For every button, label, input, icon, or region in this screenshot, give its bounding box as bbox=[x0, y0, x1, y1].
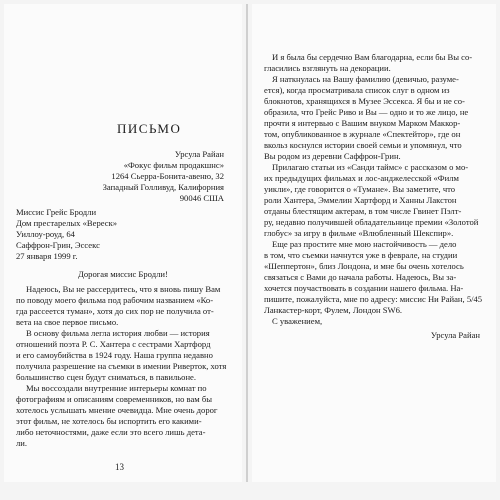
closing-line: С уважением, bbox=[272, 316, 323, 326]
body-line: «Шеппертон», близ Лондона, и мне бы очень хотелось bbox=[264, 261, 464, 271]
letter-title: ПИСЬМО bbox=[117, 121, 182, 136]
body-line: отданы блестящим актерам, в том числе Гвинет Пэлт- bbox=[264, 206, 462, 216]
recipient-line: Дом престарелых «Вереск» bbox=[16, 218, 118, 228]
body-line: гласились взглянуть на декорации. bbox=[264, 63, 391, 73]
body-line: отношений поэта Р. С. Хантера с сестрами Хартфорд bbox=[16, 339, 211, 349]
recipient-line: 27 января 1999 г. bbox=[16, 251, 78, 261]
body-line: ли. bbox=[16, 438, 28, 448]
recipient-line: Миссис Грейс Бродли bbox=[16, 207, 97, 217]
sender-line: Урсула Райан bbox=[174, 149, 224, 159]
body-line: блокнотов, хранящихся в Музее Эссекса. Я бы и не со- bbox=[264, 96, 465, 106]
body-line: в том, что съемки начнутся уже в феврале, на студии bbox=[264, 250, 458, 260]
body-line: Ланкастер-корт, Фулем, Лондон SW6. bbox=[264, 305, 403, 315]
body-line: Надеюсь, Вы не рассердитесь, что я вновь пишу Вам bbox=[26, 284, 221, 294]
sender-line: 90046 США bbox=[179, 193, 224, 203]
right-page bbox=[252, 4, 496, 482]
body-line: вета на свое первое письмо. bbox=[16, 317, 119, 327]
body-line: получила разрешение на съемки в имении Риверток, хотя bbox=[16, 361, 227, 371]
recipient-line: Уиллоу-роуд, 64 bbox=[16, 229, 75, 239]
sender-line: Западный Голливуд, Калифорния bbox=[102, 182, 224, 192]
body-line: В основу фильма легла история любви — история bbox=[26, 328, 210, 338]
body-line: И я была бы сердечно Вам благодарна, если бы Вы со- bbox=[272, 52, 473, 62]
body-line: вкольз коснулся истории своей семьи и упомянул, что bbox=[264, 140, 462, 150]
body-line: и его самоубийства в 1924 году. Наша группа недавно bbox=[16, 350, 213, 360]
body-line: прочти я интервью с Вашим внуком Марком Маккор- bbox=[264, 118, 461, 128]
body-line: по поводу моего фильма под рабочим названием «Ко- bbox=[16, 295, 214, 305]
body-line: глобус» за игру в фильме «Влюбленный Шекспир». bbox=[264, 228, 454, 238]
body-line: гда рассеется туман», хотя до сих пор не получила от- bbox=[16, 306, 214, 316]
body-line: роли Хантера, Эммелин Хартфорд и Ханны Лакстон bbox=[264, 195, 457, 205]
body-line: образила, что Грейс Риво и Вы — одно и то же лицо, не bbox=[264, 107, 469, 117]
body-line: ется), когда просматривала список слуг в одном из bbox=[264, 85, 450, 95]
book-spine bbox=[246, 4, 248, 482]
body-line: их предыдущих фильмах и лос-анджелесской «Филм bbox=[264, 173, 459, 183]
body-line: Вы родом из деревни Саффрон-Грин. bbox=[264, 151, 401, 161]
page-number: 13 bbox=[115, 462, 124, 472]
body-line: уикли», где говорится о «Тумане». Вы заметите, что bbox=[264, 184, 456, 194]
signature: Урсула Райан bbox=[430, 330, 480, 340]
recipient-line: Саффрон-Грин, Эссекс bbox=[16, 240, 100, 250]
body-line: фотографиям и описаниям современников, но вам бы bbox=[16, 394, 213, 404]
sender-line: «Фокус фильм продакшнс» bbox=[123, 160, 224, 170]
body-line: Прилагаю статьи из «Санди таймс» с рассказом о мо- bbox=[272, 162, 469, 172]
body-line: пишите, пожалуйста, мне по адресу: миссис Ни Райан, 5/45 bbox=[264, 294, 483, 304]
body-line: Еще раз простите мне мою настойчивость — дело bbox=[272, 239, 457, 249]
body-line: либо неточностями, даже если это всего лишь дета- bbox=[16, 427, 206, 437]
body-line: том, опубликованное в журнале «Спектейтор», где он bbox=[264, 129, 461, 139]
sender-line: 1264 Сьерра-Бонита-авеню, 32 bbox=[111, 171, 224, 181]
body-line: Мы воссоздали внутренние интерьеры комнат по bbox=[26, 383, 207, 393]
body-line: ру, недавно получившей обладательнице премии «Золотой bbox=[264, 217, 479, 227]
body-line: Я наткнулась на Вашу фамилию (девичью, разуме- bbox=[272, 74, 459, 84]
body-line: связаться с Вами до начала работы. Надеюсь, Вы за- bbox=[264, 272, 457, 282]
salutation: Дорогая миссис Бродли! bbox=[78, 269, 168, 279]
left-page bbox=[4, 4, 242, 482]
body-line: большинство сцен будут сниматься, в павильоне. bbox=[16, 372, 197, 382]
body-line: хочется поучаствовать в создании нашего фильма. На- bbox=[264, 283, 464, 293]
body-line: хотелось услышать мнение очевидца. Мне очень дорог bbox=[16, 405, 218, 415]
body-line: этот фильм, не хотелось бы испортить его какими- bbox=[16, 416, 202, 426]
